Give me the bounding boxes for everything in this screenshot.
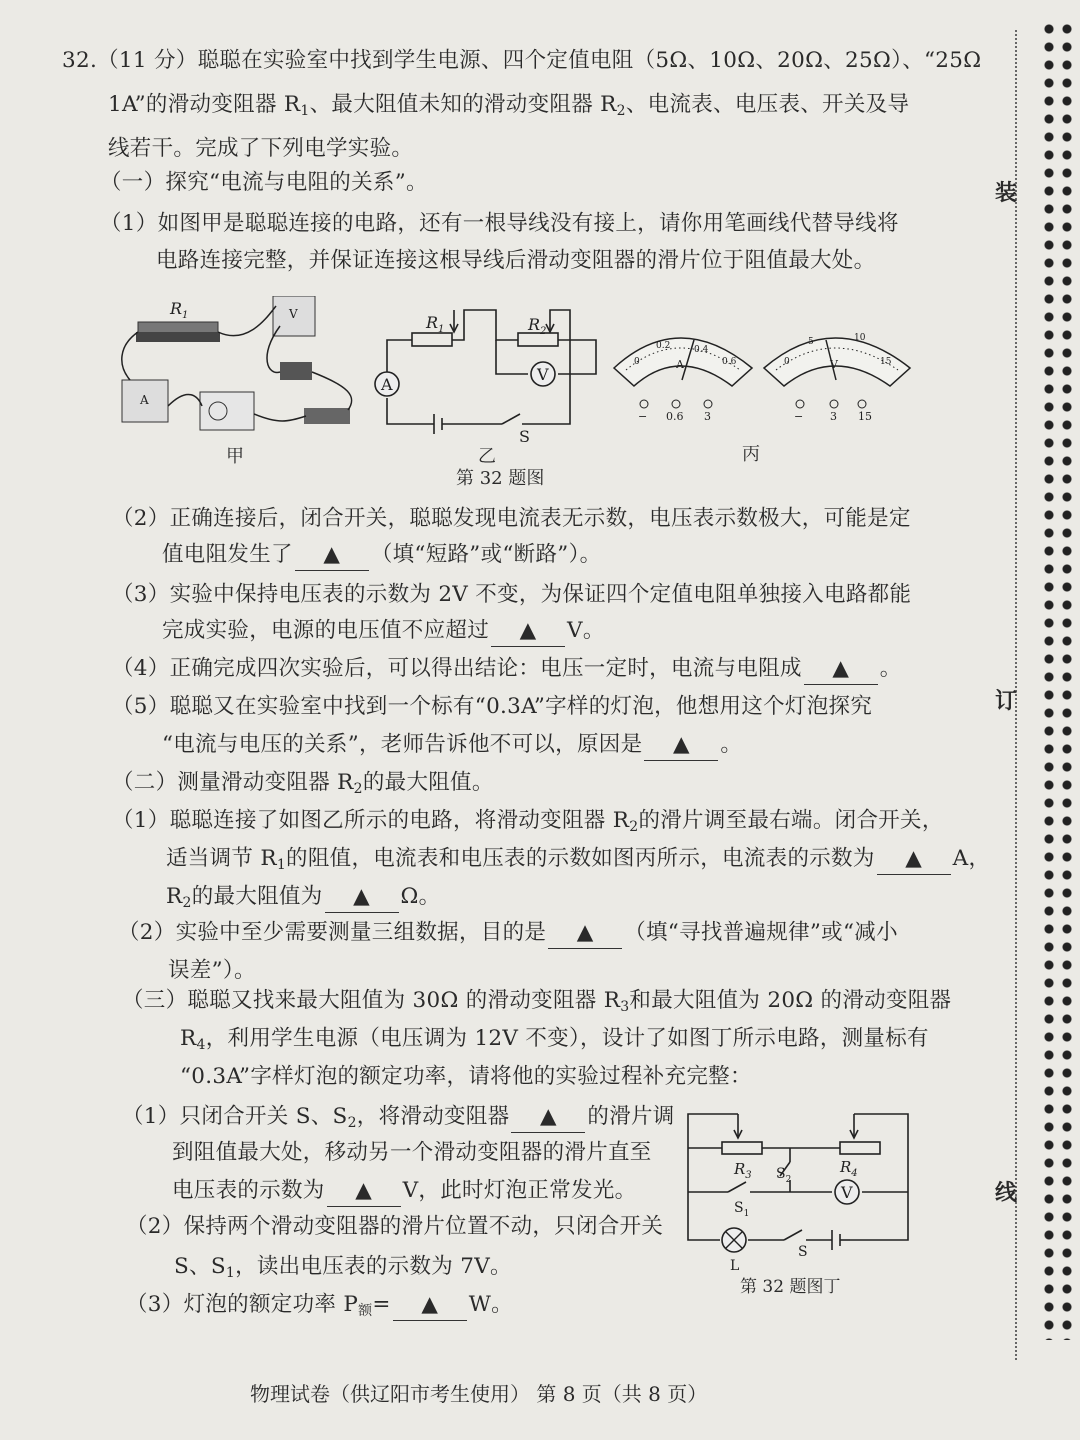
answer-blank-p2-q1-current[interactable]: ▲ xyxy=(877,844,951,875)
figure-bing-meters xyxy=(604,318,916,428)
p3-q1-line-b: 到阻值最大处，移动另一个滑动变阻器的滑片直至 xyxy=(172,1140,652,1165)
binding-decorative-border xyxy=(1040,20,1080,1340)
question-line-1: 32.（11 分）聪聪在实验室中找到学生电源、四个定值电阻（5Ω、10Ω、20Ω、25Ω）、“25Ω xyxy=(62,48,982,73)
svg-text:10: 10 xyxy=(854,333,866,343)
p1-q3-line-a: （3）实验中保持电压表的示数为 2V 不变，为保证四个定值电阻单独接入电路都能 xyxy=(112,582,912,607)
answer-blank-p1-q5[interactable]: ▲ xyxy=(644,730,718,761)
p3-q2-line-a: （2）保持两个滑动变阻器的滑片位置不动，只闭合开关 xyxy=(126,1214,664,1239)
p3-q1-line-a: （1）只闭合开关 S、$S_2$，将滑动变阻器 ▲ 的滑片调 xyxy=(122,1104,675,1131)
question-line-3: 线若干。完成了下列电学实验。 xyxy=(108,136,414,161)
margin-zhuang: 装 xyxy=(995,180,1018,206)
label-jia: 甲 xyxy=(226,446,244,467)
figure-ding-circuit xyxy=(680,1106,916,1276)
svg-text:0: 0 xyxy=(634,357,640,367)
p3-q2-line-b: S、$S_1$，读出电压表的示数为 7V。 xyxy=(174,1254,512,1281)
p3-q1-line-c: 电压表的示数为 ▲ V，此时灯泡正常发光。 xyxy=(172,1176,636,1207)
jia-voltmeter-label: V xyxy=(289,307,298,321)
ding-voltmeter-label: V xyxy=(841,1183,853,1202)
svg-text:3: 3 xyxy=(704,410,711,423)
svg-text:0: 0 xyxy=(784,357,790,367)
bing-ammeter-dial xyxy=(614,338,752,423)
p1-q1-line-b: 电路连接完整，并保证连接这根导线后滑动变阻器的滑片位于阻值最大处。 xyxy=(156,248,876,273)
p2-q1-line-b: 适当调节 $R_1$的阻值，电流表和电压表的示数如图丙所示，电流表的示数为 ▲ A， xyxy=(166,846,991,873)
ding-r3 xyxy=(722,1142,762,1154)
question-line-2: 1A”的滑动变阻器 $R_1$、最大阻值未知的滑动变阻器 $R_2$、电流表、电压表、开关及导 xyxy=(108,92,910,119)
p1-q3-line-b: 完成实验，电源的电压值不应超过 ▲ V。 xyxy=(162,616,605,647)
bing-voltmeter-label: V xyxy=(830,358,838,371)
ding-r3-label: $R_3$ xyxy=(734,1160,752,1181)
svg-text:0.6: 0.6 xyxy=(666,410,684,423)
answer-blank-p1-q2[interactable]: ▲ xyxy=(295,540,369,571)
ding-r4-label: $R_4$ xyxy=(840,1158,858,1179)
p3-q3-line: （3）灯泡的额定功率 $P_额=$ ▲ W。 xyxy=(126,1292,513,1319)
jia-switch xyxy=(304,408,350,424)
figure-caption-main: 第 32 题图 xyxy=(456,468,545,489)
p2-q1-line-c: $R_2$的最大阻值为 ▲ Ω。 xyxy=(166,884,441,911)
svg-text:15: 15 xyxy=(858,410,872,423)
figure-yi-circuit xyxy=(372,300,604,446)
answer-blank-p3-q1-voltage[interactable]: ▲ xyxy=(327,1176,401,1207)
svg-text:5: 5 xyxy=(808,337,814,347)
ding-s1-label: $S_1$ xyxy=(734,1200,750,1219)
p1-q5-line-a: （5）聪聪又在实验室中找到一个标有“0.3A”字样的灯泡，他想用这个灯泡探究 xyxy=(112,694,873,719)
part3-line-b: $R_4$，利用学生电源（电压调为 12V 不变），设计了如图丁所示电路，测量标有 xyxy=(180,1026,929,1053)
svg-text:0.2: 0.2 xyxy=(656,341,671,351)
answer-blank-p2-q1-resistance[interactable]: ▲ xyxy=(325,882,399,913)
svg-text:−: − xyxy=(638,410,648,423)
part2-title: （二）测量滑动变阻器 $R_2$的最大阻值。 xyxy=(112,770,494,797)
bing-ammeter-label: A xyxy=(676,358,684,371)
jia-r1-label: $R_1$ xyxy=(170,299,189,321)
bing-voltmeter-dial xyxy=(764,333,910,423)
label-yi: 乙 xyxy=(478,446,496,467)
p1-q2-line-b: 值电阻发生了 ▲ （填“短路”或“断路”）。 xyxy=(162,540,601,571)
ding-s2-label: $S_2$ xyxy=(776,1166,792,1185)
figure-caption-ding: 第 32 题图丁 xyxy=(740,1277,841,1297)
part3-line-a: （三）聪聪又找来最大阻值为 30Ω 的滑动变阻器 $R_3$和最大阻值为 20Ω 的滑动变阻器 xyxy=(122,988,952,1015)
margin-ding: 订 xyxy=(995,688,1018,714)
answer-blank-p2-q2[interactable]: ▲ xyxy=(548,918,622,949)
p1-q2-line-a: （2）正确连接后，闭合开关，聪聪发现电流表无示数，电压表示数极大，可能是定 xyxy=(112,506,911,531)
page-footer: 物理试卷（供辽阳市考生使用） 第 8 页（共 8 页） xyxy=(250,1382,708,1406)
svg-text:−: − xyxy=(794,410,804,423)
p2-q1-line-a: （1）聪聪连接了如图乙所示的电路，将滑动变阻器 $R_2$的滑片调至最右端。闭合开关， xyxy=(112,808,944,835)
part3-line-c: “0.3A”字样灯泡的额定功率，请将他的实验过程补充完整： xyxy=(180,1064,752,1089)
svg-text:3: 3 xyxy=(830,410,837,423)
p1-q5-line-b: “电流与电压的关系”，老师告诉他不可以，原因是 ▲ 。 xyxy=(162,730,742,761)
p1-q1-line-a: （1）如图甲是聪聪连接的电路，还有一根导线没有接上，请你用笔画线代替导线将 xyxy=(100,211,899,236)
p2-q2-line-a: （2）实验中至少需要测量三组数据，目的是 ▲ （填“寻找普遍规律”或“减小 xyxy=(118,918,898,949)
yi-voltmeter-label: V xyxy=(537,365,549,384)
part1-title: （一）探究“电流与电阻的关系”。 xyxy=(100,170,428,195)
svg-text:15: 15 xyxy=(880,357,892,367)
label-bing: 丙 xyxy=(742,444,760,465)
jia-resistor xyxy=(280,362,312,380)
yi-switch-label: S xyxy=(519,427,530,446)
p2-q2-line-b: 误差”）。 xyxy=(168,958,256,983)
svg-text:0.4: 0.4 xyxy=(694,345,709,355)
ding-lamp-label: L xyxy=(730,1258,740,1274)
p1-q4-line: （4）正确完成四次实验后，可以得出结论：电压一定时，电流与电阻成 ▲ 。 xyxy=(112,654,902,685)
yi-r2-label: $R_2$ xyxy=(528,315,547,337)
ding-switch-label: S xyxy=(798,1244,808,1260)
rheostat-r1-base xyxy=(136,332,220,342)
answer-blank-p3-q3[interactable]: ▲ xyxy=(393,1290,467,1321)
svg-text:0.6: 0.6 xyxy=(722,357,737,367)
yi-r2 xyxy=(518,333,558,346)
answer-blank-p3-q1-rheostat[interactable]: ▲ xyxy=(511,1102,585,1133)
margin-xian: 线 xyxy=(995,1180,1018,1206)
yi-ammeter-label: A xyxy=(381,375,393,394)
figure-jia-apparatus xyxy=(118,296,368,446)
jia-ammeter-label: A xyxy=(140,393,149,407)
answer-blank-p1-q4[interactable]: ▲ xyxy=(804,654,878,685)
ding-r4 xyxy=(840,1142,880,1154)
yi-r1 xyxy=(412,333,452,346)
answer-blank-p1-q3[interactable]: ▲ xyxy=(491,616,565,647)
yi-r1-label: $R_1$ xyxy=(426,313,445,335)
